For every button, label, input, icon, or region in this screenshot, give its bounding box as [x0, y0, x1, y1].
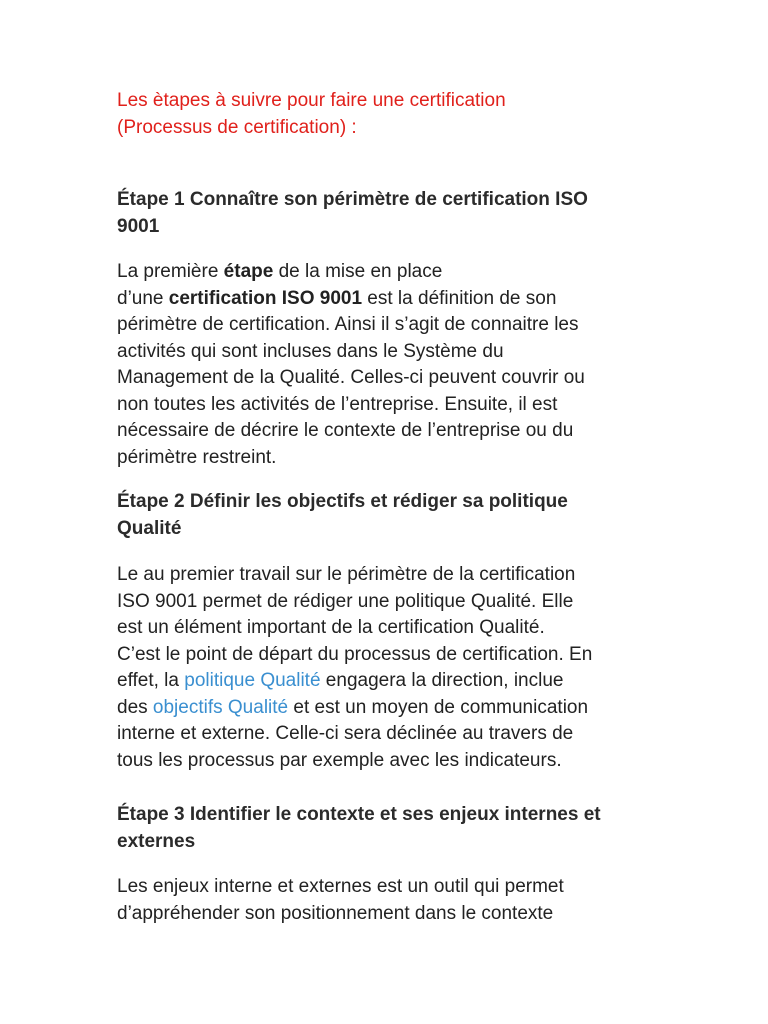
step3-paragraph: [117, 874, 657, 927]
paragraph-line: d’une certification ISO 9001 est la définition de son: [117, 287, 557, 309]
paragraph-line: La première étape de la mise en place: [117, 261, 443, 282]
paragraph-line: périmètre de certification. Ainsi il s’agit de connaitre les: [117, 314, 579, 335]
paragraph-line: des objectifs Qualité et est un moyen de communication: [117, 696, 589, 718]
paragraph-line: tous les processus par exemple avec les indicateurs.: [117, 749, 562, 771]
paragraph-line: périmètre restreint.: [117, 446, 277, 468]
paragraph-line: Le au premier travail sur le périmètre de la certification: [117, 564, 576, 585]
paragraph-line: non toutes les activités de l’entreprise. Ensuite, il est: [117, 393, 558, 415]
paragraph-line: nécessaire de décrire le contexte de l’entreprise ou du: [117, 420, 574, 441]
step3-title: [117, 801, 657, 855]
step1-title-line: Étape 1 Connaître son périmètre de certification ISO: [117, 189, 588, 210]
intro-heading: [117, 87, 657, 141]
emphasis-text: certification ISO 9001: [168, 287, 363, 309]
intro-heading-line: Les ètapes à suivre pour faire une certification: [117, 90, 506, 111]
paragraph-line: C’est le point de départ du processus de certification. En: [117, 643, 593, 665]
step1-title: [117, 186, 657, 240]
paragraph-line: Management de la Qualité. Celles-ci peuvent couvrir ou: [117, 367, 585, 388]
step1-title-line: 9001: [117, 216, 160, 237]
intro-heading-line: (Processus de certification) :: [117, 117, 357, 138]
step2-title-line: Qualité: [117, 518, 182, 539]
objectifs-qualite-link[interactable]: objectifs Qualité: [152, 696, 289, 718]
paragraph-line: effet, la politique Qualité engagera la direction, inclue: [117, 670, 564, 691]
step3-title-line: Étape 3 Identifier le contexte et ses enjeux internes et: [117, 804, 601, 825]
paragraph-line: interne et externe. Celle-ci sera déclinée au travers de: [117, 723, 574, 744]
paragraph-line: Les enjeux interne et externes est un outil qui permet: [117, 876, 564, 897]
paragraph-line: ISO 9001 permet de rédiger une politique Qualité. Elle: [117, 590, 574, 612]
step3-title-line: externes: [117, 831, 196, 852]
politique-qualite-link[interactable]: politique Qualité: [184, 670, 321, 691]
step1-paragraph: [117, 259, 657, 471]
paragraph-line: est un élément important de la certification Qualité.: [117, 617, 545, 638]
paragraph-line: d’appréhender son positionnement dans le contexte: [117, 902, 554, 924]
step2-title-line: Étape 2 Définir les objectifs et rédiger sa politique: [117, 491, 568, 512]
emphasis-text: étape: [223, 261, 274, 282]
paragraph-line: activités qui sont incluses dans le Système du: [117, 340, 504, 362]
step2-paragraph: [117, 562, 657, 774]
step2-title: [117, 488, 657, 542]
